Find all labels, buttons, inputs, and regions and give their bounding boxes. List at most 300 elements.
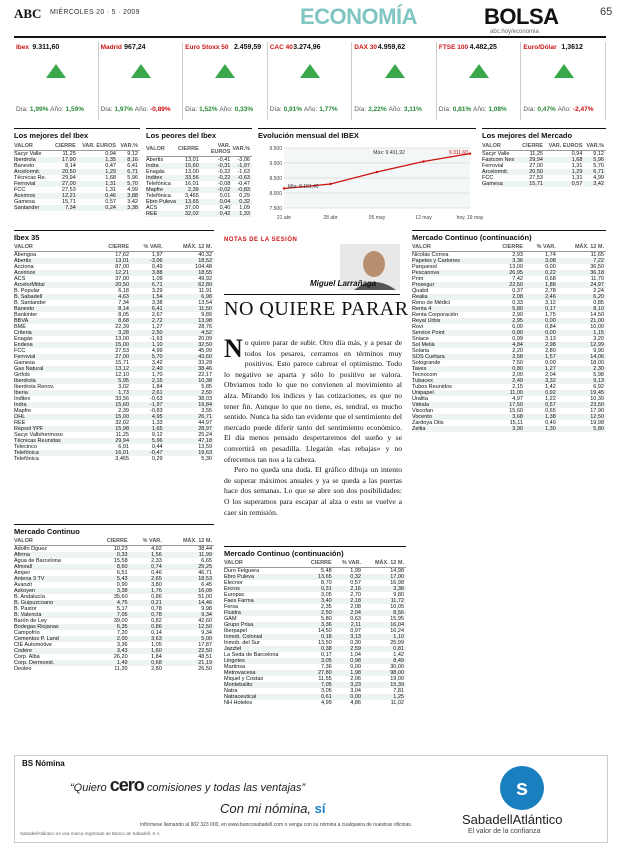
table-cell: 5,80 [320, 616, 332, 622]
table-cell: 17,87 [198, 642, 212, 648]
table-cell: Viscofan [412, 408, 433, 414]
column-body [224, 334, 402, 518]
table-cell: 2,50 [302, 610, 334, 616]
table-cell: Banesto [14, 306, 95, 312]
column-header: CIERRE [93, 538, 130, 546]
table-cell: Ferrovial [14, 181, 52, 187]
box-rule [14, 524, 214, 525]
table-cell: 1,68 [545, 157, 584, 163]
sabadell-logo-icon: s [500, 766, 544, 810]
table-cell: 4,99 [320, 700, 332, 706]
table-cell: Elecnor [224, 580, 243, 586]
table-cell: 6,45 [201, 582, 212, 588]
table-cell: 5,70 [593, 163, 604, 169]
table-cell: 3,05 [320, 592, 332, 598]
table-cell: 3,88 [131, 270, 165, 276]
table-cell: 2,67 [151, 312, 163, 318]
table-cell: 3,465 [184, 193, 199, 199]
table-cell: 4,99 [593, 175, 604, 181]
worst-ibex-row [146, 211, 252, 217]
table-cell: 16,98 [390, 580, 404, 586]
table-cell: 0,31 [302, 586, 334, 592]
table-cell: Europac [224, 592, 245, 598]
table-cell: 15,58 [113, 558, 128, 564]
chart-ytick-label: 8.000 [269, 191, 282, 197]
index-value: 1,3612 [561, 44, 583, 51]
table-cell: Quabit [412, 288, 429, 294]
ad-product-name: BS Nómina [22, 759, 65, 768]
table-cell: 1,38 [525, 414, 558, 420]
table-cell: 4,84 [490, 342, 525, 348]
table-cell: 15,60 [509, 408, 523, 414]
table-cell: 21,00 [558, 318, 606, 324]
table-cell: 10,38 [165, 378, 214, 384]
table-cell: 2,50 [131, 330, 165, 336]
table-cell: 13,00 [115, 336, 129, 342]
table-cell: 25,25 [164, 564, 214, 570]
table-cell: 1,60 [130, 648, 164, 654]
chart-xtick-label: 21 abr [276, 215, 292, 221]
table-cell: 0,82 [151, 618, 162, 624]
index-cell [437, 42, 522, 120]
issue-date: MIÉRCOLES 20 · 5 · 2009 [50, 9, 140, 16]
table-cell: 3,43 [93, 648, 130, 654]
index-name: CAC 40 [269, 44, 293, 51]
index-cell [14, 42, 99, 120]
table-cell: Arcelormit. [14, 169, 52, 175]
index-name: FTSE 100 [438, 44, 469, 51]
table-cell: 0,49 [151, 264, 163, 270]
table-cell: 29,94 [520, 157, 545, 163]
table-cell: 3,42 [151, 360, 163, 366]
table-cell: 17,00 [363, 574, 406, 580]
table-cell: Agua de Barcelona [14, 558, 61, 564]
table-cell: 13,50 [317, 640, 332, 646]
column-header: MÁX. 12 M. [558, 244, 606, 252]
table-cell: 19,63 [165, 450, 214, 456]
table-cell: 4,95 [131, 414, 165, 420]
column-header: CIERRE [520, 143, 545, 151]
table-cell: 0,30 [350, 640, 361, 646]
index-name: Madrid [100, 44, 122, 51]
best-mercado-title: Los mejores del Mercado [482, 131, 573, 140]
table-cell: 13,12 [95, 366, 131, 372]
table-cell: 3,42 [127, 199, 138, 205]
table-cell: 12,21 [52, 193, 78, 199]
table-cell: 17,90 [52, 157, 78, 163]
table-cell: 11,55 [318, 676, 332, 682]
table-cell: 27,00 [52, 181, 78, 187]
table-cell: 4,52 [165, 330, 214, 336]
index-cell [352, 42, 437, 120]
column-paragraph-1: o quiere parar de subir. Otro día más, y a pesar de todos los pesares, cerramos en términos muy positivos. Esto parece cabrear el optimismo. Todo lo negativo se aparta y sólo lo positivo se valora. Obviamos todo lo que no convienen al movimiento al alza. Mirando los índices y las cotizaciones, es que no tener fin. Aunque lo que no tiene, es, tendral, es mucho sentido. Nunca ha sido tan evidente que el sentimiento del mercado puede diferir tanto del sentimiento económico. El día menos pensado despertaremos del sueño y se convertirá en pesadilla. Llegarán «las rebajas» y no ofrecemos tan nos a la cabeza. [224, 338, 402, 464]
table-cell: B. Andalucía [14, 594, 45, 600]
table-cell: 3,36 [490, 258, 525, 264]
table-cell: 3,12 [545, 300, 556, 306]
table-cell: Renta 4 [412, 306, 490, 312]
table-cell: 5,96 [127, 175, 138, 181]
table-cell: 1,76 [130, 588, 164, 594]
table-cell: 27,53 [115, 348, 129, 354]
index-change: Día: 0,47% Año: -2,47% [523, 106, 594, 113]
table-cell: 11,25 [115, 432, 129, 438]
table-cell: 0,17 [525, 306, 558, 312]
table-cell: 18,55 [165, 270, 214, 276]
column-header: MÁX. 12 M. [165, 244, 214, 252]
table-cell: B. Popular [14, 288, 40, 294]
table-cell: Ercros [224, 586, 302, 592]
table-cell: CIE Automotive [14, 642, 52, 648]
ad-tagline: El valor de la confianza [468, 828, 541, 835]
table-cell: Tecnocom [412, 372, 438, 378]
table-cell: 16,01 [184, 181, 199, 187]
table-cell: 3,68 [490, 414, 525, 420]
chart-point [283, 187, 285, 189]
column-headline: NO QUIERE PARAR [224, 298, 409, 320]
table-cell: -0,47 [131, 450, 165, 456]
table-cell: 6,18 [118, 288, 129, 294]
table-cell: 14,98 [390, 568, 404, 574]
table-cell: 48,51 [198, 654, 212, 660]
table-cell: 11,65 [590, 252, 604, 258]
table-cell: 0,37 [512, 288, 523, 294]
table-cell: 0,61 [302, 694, 334, 700]
table-cell: 6,00 [512, 324, 523, 330]
table-cell: 0,44 [151, 444, 163, 450]
chart-xtick-label: 05 may [368, 215, 386, 221]
table-cell: 1,84 [151, 654, 162, 660]
ad-legal: SabadellAtlántico es una marca registrada de Banco de Sabadell, S.A. [20, 831, 161, 836]
table-cell: Inditex [14, 396, 31, 402]
table-cell: 2,20 [512, 348, 523, 354]
table-cell: 32,02 [178, 211, 201, 217]
table-cell: Gamesa [482, 181, 520, 187]
continuo2-title: Mercado Continuo (continuación) [224, 549, 344, 558]
table-cell: 0,84 [545, 324, 556, 330]
table-cell: 15,60 [178, 163, 201, 169]
table-cell: 8,05 [118, 312, 129, 318]
table-cell: 0,81 [363, 646, 406, 652]
table-cell: Banesto [14, 163, 35, 169]
table-cell: 3,38 [151, 300, 163, 306]
arrow-up-icon [554, 64, 574, 78]
table-cell: -0,63 [232, 175, 252, 181]
table-cell: -0,47 [237, 181, 250, 187]
table-cell: 42,60 [198, 618, 212, 624]
table-cell: 4,99 [127, 187, 138, 193]
continuo2-row [224, 700, 406, 706]
table-cell: Técnicas Re. [14, 175, 47, 181]
continuo1-row [14, 666, 214, 672]
table-cell: 26,95 [490, 270, 525, 276]
table-cell: 17,90 [590, 408, 604, 414]
table-cell: Fluidra [224, 610, 302, 616]
table-cell: 2,39 [178, 187, 201, 193]
table-cell: Técnicas Reunidas [14, 438, 95, 444]
best-mercado-table [482, 143, 606, 187]
table-cell: Prim [412, 276, 424, 282]
column-header: % VAR. [525, 244, 558, 252]
table-cell: 3,36 [116, 642, 128, 648]
table-cell: Solaria [412, 348, 430, 354]
table-cell: Cementos P. Land [14, 636, 93, 642]
table-cell: Ferrovial [482, 163, 504, 169]
table-cell: 0,00 [545, 264, 556, 270]
table-cell: 7,05 [302, 682, 334, 688]
table-cell: 11,25 [62, 151, 76, 157]
table-cell: 5,70 [131, 354, 165, 360]
table-cell: 6,41 [127, 163, 138, 169]
table-cell: Uralita [412, 396, 428, 402]
table-cell: 28,97 [165, 426, 214, 432]
table-cell: 22,50 [490, 282, 525, 288]
table-cell: 14,50 [317, 628, 332, 634]
table-cell: 27,80 [302, 670, 334, 676]
table-cell: 2,80 [151, 666, 162, 672]
table-cell: 0,85 [593, 300, 604, 306]
table-cell: 3,40 [302, 598, 334, 604]
table-cell: B. Valencia [14, 612, 93, 618]
chart-point [469, 152, 471, 154]
column-header: VAR.% [118, 143, 140, 151]
table-cell: Iberdrola [14, 157, 52, 163]
table-cell: Martinsa [224, 664, 246, 670]
table-cell: 1,27 [151, 324, 163, 330]
table-cell: 3,05 [302, 658, 334, 664]
column-header: MÁX. 12 M. [164, 538, 214, 546]
index-change: Día: 0,81% Año: 1,08% [438, 106, 507, 113]
chart-annotation: Mín: 8.151,40 [288, 184, 319, 190]
table-cell: 37,00 [115, 276, 129, 282]
table-cell: 2,18 [334, 598, 363, 604]
table-cell: Repsol YPF [14, 426, 95, 432]
table-cell: 0,94 [105, 151, 116, 157]
column-header: VAR. EUROS [78, 143, 118, 151]
table-cell: 15,11 [509, 420, 523, 426]
index-name: Ibex [16, 44, 30, 51]
table-cell: 1,70 [151, 372, 163, 378]
table-cell: La Seda de Barcelona [224, 652, 279, 658]
table-cell: 1,97 [151, 252, 163, 258]
table-cell: 14,50 [590, 312, 604, 318]
table-cell: 20,50 [520, 169, 545, 175]
table-cell: 1,65 [131, 426, 165, 432]
table-cell: Reno de Médici [412, 300, 451, 306]
table-cell: Telefónica [146, 193, 171, 199]
table-cell: 3,55 [201, 408, 212, 414]
index-strip [14, 42, 606, 120]
table-cell: 10,00 [590, 324, 604, 330]
index-change: Día: 1,52% Año: 0,33% [185, 106, 254, 113]
table-cell: 9,98 [201, 606, 212, 612]
table-cell: 11,02 [390, 700, 404, 706]
table-cell: 4,75 [93, 600, 130, 606]
table-cell: 29,94 [95, 438, 131, 444]
table-cell: 10,05 [390, 604, 404, 610]
table-cell: 49,92 [198, 276, 212, 282]
table-cell: 1,33 [232, 211, 252, 217]
table-cell: 15,71 [62, 199, 76, 205]
table-cell: 1,98 [334, 670, 363, 676]
best-ibex-title: Los mejores del Ibex [14, 131, 89, 140]
table-cell: 0,29 [151, 456, 163, 462]
table-cell: Fersa [224, 604, 239, 610]
table-cell: Abertis [14, 258, 95, 264]
table-cell: 16,04 [363, 622, 406, 628]
table-cell: Sacyr Vallehermoso [14, 432, 63, 438]
table-cell: Nicolás Correa [412, 252, 449, 258]
table-cell: 0,97 [350, 628, 361, 634]
table-cell: 0,33 [512, 300, 523, 306]
table-cell: Service Point [412, 330, 490, 336]
table-cell: 1,35 [78, 157, 118, 163]
best-ibex-row [14, 205, 140, 211]
table-cell: 16,08 [164, 588, 214, 594]
table-cell: 24,97 [558, 282, 606, 288]
table-cell: 1,29 [545, 169, 584, 175]
table-cell: 51,00 [198, 594, 212, 600]
table-cell: 9,90 [593, 348, 604, 354]
table-cell: 0,21 [130, 600, 164, 606]
table-cell: SOS Cuétara [412, 354, 490, 360]
table-cell: 1,29 [78, 169, 118, 175]
table-cell: 3,465 [115, 456, 129, 462]
table-cell: 8,10 [558, 306, 606, 312]
ibex35-row [14, 456, 214, 462]
table-cell: 0,14 [151, 630, 162, 636]
table-cell: B. Santander [14, 300, 47, 306]
table-cell: 2,93 [512, 252, 523, 258]
column-header: CIERRE [178, 143, 201, 157]
dropcap: N [224, 334, 243, 363]
table-cell: 6,65 [201, 558, 212, 564]
chart-xtick-label: hoy. 19 may [456, 215, 484, 221]
table-cell: 2,46 [525, 294, 558, 300]
table-cell: 19,98 [590, 420, 604, 426]
table-cell: 0,18 [302, 634, 334, 640]
column-header: CIERRE [302, 560, 334, 568]
table-cell: 27,53 [62, 187, 76, 193]
table-cell: 2,95 [490, 318, 525, 324]
table-cell: Iberpapel [224, 628, 247, 634]
continuo2-table [224, 560, 406, 706]
table-cell: 1,31 [571, 175, 583, 181]
index-name: Euro/Dólar [523, 44, 557, 51]
table-cell: 8,14 [95, 306, 131, 312]
table-cell: 5,43 [93, 576, 130, 582]
table-cell: 18,53 [164, 576, 214, 582]
table-cell: 15,71 [115, 360, 129, 366]
table-cell: 1,56 [130, 552, 164, 558]
table-cell: Endesa [14, 342, 95, 348]
table-cell: 13,00 [509, 264, 523, 270]
table-cell: 0,78 [151, 606, 162, 612]
table-cell: 2,33 [151, 558, 162, 564]
table-cell: 28,76 [198, 324, 212, 330]
column-header: VAR.% [232, 143, 252, 157]
table-cell: 1,15 [558, 330, 606, 336]
table-cell: Acerinox [14, 270, 95, 276]
table-cell: 0,38 [302, 646, 334, 652]
box-rule [412, 230, 606, 231]
table-cell: BBVA [14, 318, 95, 324]
table-cell: 5,98 [593, 372, 604, 378]
table-cell: Azkoyen [14, 588, 93, 594]
table-cell: 0,68 [545, 276, 556, 282]
table-cell: 0,00 [525, 318, 558, 324]
table-cell: 0,00 [545, 360, 556, 366]
column-header: % VAR. [334, 560, 363, 568]
table-cell: OHL [14, 414, 95, 420]
ad-quote-cero: cero [109, 775, 144, 795]
table-cell: 2,15 [131, 378, 165, 384]
page-number: 65 [600, 6, 613, 18]
table-cell: 33,56 [115, 396, 129, 402]
column-header: VAR.% [586, 143, 604, 149]
table-cell: 0,46 [78, 193, 118, 199]
newspaper-logo: ABC [14, 6, 42, 21]
table-cell: 0,74 [130, 564, 164, 570]
table-cell: 19,45 [558, 390, 606, 396]
index-cell [268, 42, 353, 120]
ibex-line-chart [258, 142, 484, 222]
table-cell: Inditex [146, 175, 178, 181]
table-cell: 22,50 [164, 648, 214, 654]
table-cell: 0,47 [105, 163, 116, 169]
table-cell: 35,60 [113, 594, 128, 600]
best-mercado-row [482, 181, 606, 187]
table-cell: 0,68 [130, 660, 164, 666]
table-cell: -0,31 [201, 163, 233, 169]
table-cell: Ferrovial [14, 354, 95, 360]
table-cell: Metrovacesa [224, 670, 302, 676]
table-cell: 30,00 [390, 664, 404, 670]
ad-line2 [220, 801, 326, 816]
table-cell: 0,46 [151, 570, 162, 576]
table-cell: -0,83 [150, 408, 163, 414]
table-cell: 17,62 [115, 252, 129, 258]
table-cell: 33,56 [178, 175, 201, 181]
table-cell: REE [146, 211, 178, 217]
table-cell: Almirall [14, 564, 93, 570]
table-cell: 7,22 [558, 258, 606, 264]
table-cell: 5,80 [558, 426, 606, 432]
table-cell: Jazztel [224, 646, 302, 652]
table-cell: 2,80 [545, 348, 556, 354]
table-cell: 6,35 [93, 624, 130, 630]
table-cell: Vidrala [412, 402, 490, 408]
table-cell: 38,44 [198, 546, 212, 552]
table-cell: 0,40 [219, 205, 231, 211]
table-cell: Telefónica [14, 456, 39, 462]
table-cell: 7,50 [512, 360, 523, 366]
table-cell: Sol Meliá [412, 342, 490, 348]
table-cell: 1,27 [525, 366, 558, 372]
table-cell: 9,12 [127, 151, 138, 157]
table-cell: 7,36 [320, 664, 332, 670]
table-cell: Mapfre [14, 408, 32, 414]
table-cell: 2,90 [512, 312, 523, 318]
table-cell: 0,22 [525, 270, 558, 276]
table-cell: 25,99 [390, 640, 404, 646]
table-cell: -0,22 [201, 175, 233, 181]
table-cell: Renta Corporación [412, 312, 459, 318]
table-cell: Antena 3 TV [14, 576, 93, 582]
table-cell: REE [14, 420, 26, 426]
table-cell: Zardoya Otis [412, 420, 444, 426]
table-cell: 2,49 [490, 378, 525, 384]
table-cell: 47,18 [165, 438, 214, 444]
